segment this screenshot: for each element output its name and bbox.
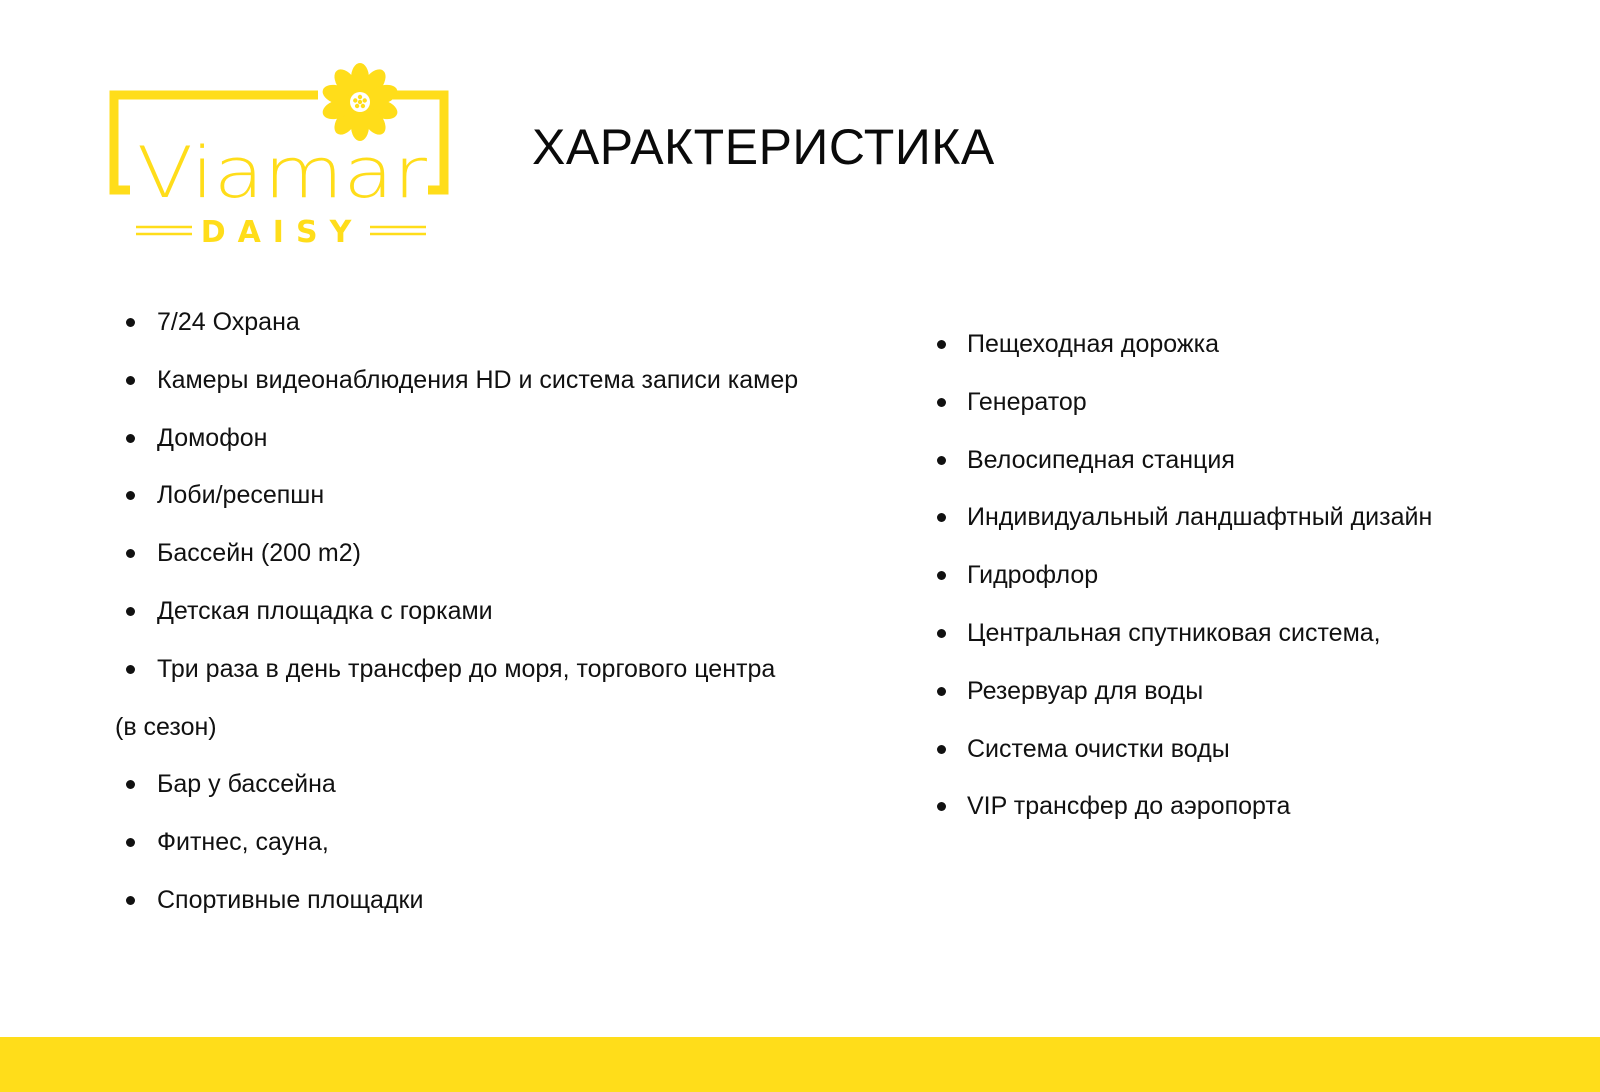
list-item-text: (в сезон) (115, 712, 217, 741)
list-item-text: Камеры видеонаблюдения HD и система записи камер (157, 365, 799, 394)
bullet-icon (126, 376, 135, 385)
list-item-text: Три раза в день трансфер до моря, торгового центра (157, 654, 776, 683)
list-item-text: VIP трансфер до аэропорта (967, 792, 1291, 821)
bullet-icon (937, 687, 946, 696)
logo-wordmark: Viamar (137, 132, 428, 214)
bullet-icon (126, 838, 135, 847)
bullet-icon (126, 318, 135, 327)
bullet-icon (937, 802, 946, 811)
bullet-icon (937, 398, 946, 407)
list-item-text: Система очистки воды (967, 734, 1230, 763)
list-item-text: Гидрофлор (967, 561, 1099, 590)
list-item-text: Бассейн (200 m2) (157, 539, 361, 568)
list-item-text: Лоби/ресепшн (157, 481, 325, 510)
bullet-icon (937, 456, 946, 465)
list-item-text: Велосипедная станция (967, 445, 1235, 474)
list-item-text: Детская площадка с горками (157, 596, 493, 625)
bullet-icon (937, 340, 946, 349)
daisy-flower-icon (320, 63, 400, 141)
bullet-icon (937, 629, 946, 638)
bullet-icon (126, 607, 135, 616)
list-item-text: 7/24 Охрана (157, 308, 300, 336)
bullet-icon (126, 434, 135, 443)
list-item-text: Резервуар для воды (967, 676, 1204, 705)
list-item-text: Индивидуальный ландшафтный дизайн (967, 503, 1433, 532)
bullet-icon (937, 513, 946, 522)
viamar-daisy-logo (108, 62, 460, 248)
list-item-text: Центральная спутниковая система, (967, 618, 1381, 647)
bullet-icon (126, 780, 135, 789)
list-item-text: Пещеходная дорожка (967, 330, 1220, 358)
page-title: ХАРАКТЕРИСТИКА (532, 119, 995, 175)
list-item-text: Бар у бассейна (157, 770, 336, 799)
footer-band (0, 1037, 1600, 1092)
bullet-icon (126, 549, 135, 558)
list-item-text: Спортивные площадки (157, 885, 424, 914)
bullet-icon (126, 491, 135, 500)
bullet-icon (126, 896, 135, 905)
list-item-text: Генератор (967, 387, 1087, 416)
logo-subtitle: DAISY (200, 215, 364, 248)
list-item-text: Домофон (157, 423, 268, 452)
list-item-text: Фитнес, сауна, (157, 828, 329, 857)
bullet-icon (126, 665, 135, 674)
bullet-icon (937, 745, 946, 754)
bullet-icon (937, 571, 946, 580)
